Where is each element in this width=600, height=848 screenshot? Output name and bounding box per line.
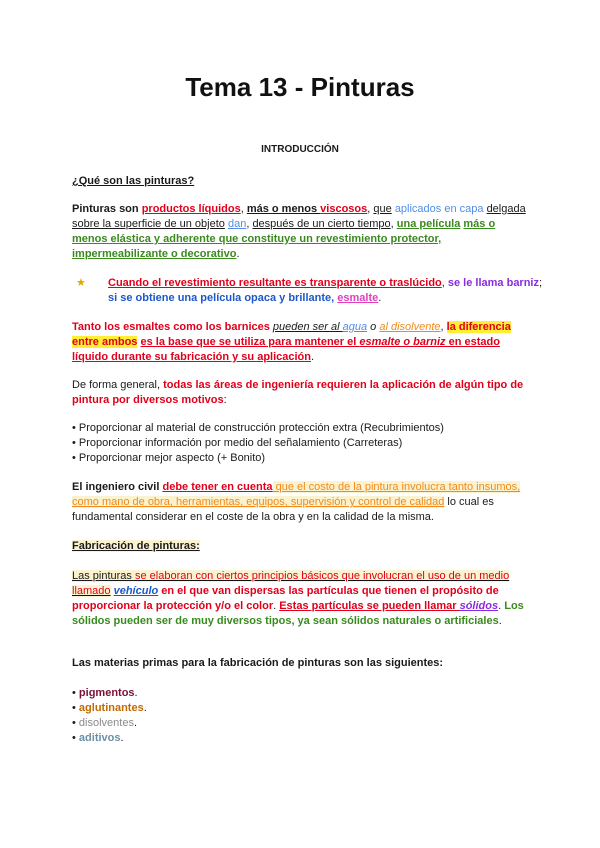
text-run: delgada sobre la superficie de un objeto [72,203,526,230]
text-run: Pinturas son [72,203,142,215]
text-run: productos líquidos [141,203,241,215]
bullet: • [72,702,79,714]
text-run: vehículo [113,585,159,597]
text-run: . [498,600,505,612]
text-run: se le llama barniz [447,277,539,289]
text-run: , [441,277,448,289]
text-run: ; [539,277,543,289]
section-heading-fabricacion [72,539,528,554]
list-item: • Proporcionar al material de construcción protección extra (Recubrimientos) [72,422,444,434]
text-run: esmalte o barniz [359,336,446,348]
material-aglutinantes: aglutinantes [78,702,144,714]
text-run: la diferencia entre ambos [72,321,511,348]
text-run: agua [342,321,368,333]
text-run: más o menos [246,203,321,215]
text-run: en estado líquido durante su fabricación y su aplicación [72,336,500,363]
paragraph-ingeniero-civil [72,480,528,525]
list-item [72,686,528,701]
text-run: lo cual es fundamental considerar en el coste de la obra y en la calidad de la misma. [72,496,494,523]
paragraph-esmaltes-barnices [72,320,528,365]
motivos-list [72,421,528,466]
text-run: debe tener en cuenta [162,481,273,493]
text-run: Tanto los esmaltes como los barnices [72,321,273,333]
text-run: . [378,292,382,304]
text-run: una película [396,218,461,230]
text-run: , [240,203,247,215]
text-run: El ingeniero civil [72,481,163,493]
starred-note [76,276,544,306]
paragraph-definition [72,202,528,262]
text-run: después de un cierto tiempo [252,218,391,230]
text-run: si se obtiene una película opaca y brillante, [108,292,338,304]
section-heading-introduccion: INTRODUCCIÓN [261,144,339,155]
text-run: : [223,394,227,406]
text-run: . [311,351,315,363]
bullet: • [72,687,79,699]
text-run: más o menos elástica y adherente que constituye un revestimiento protector, impermeabilizante o decorativo [72,218,496,260]
text-run: que el costo de la pintura involucra tanto insumos, como mano de obra, herramientas, equipos, supervisión y control de calidad [72,481,521,508]
paragraph-materias-primas: Las materias primas para la fabricación de pinturas son las siguientes: [72,657,444,669]
text-run: . [120,732,124,744]
text-run: , [367,203,374,215]
text-run: . [134,687,138,699]
text-run: Los sólidos pueden ser de muy diversos tipos, ya sean sólidos naturales o artificiales [72,600,524,627]
material-aditivos: aditivos [78,732,121,744]
text-run: . [498,615,502,627]
text-run: , [246,218,253,230]
text-run: en el que van dispersas las partículas que tienen el propósito de proporcionar la protección y/o el color [72,585,499,612]
text-run: Estas partículas se pueden llamar [279,600,460,612]
text-run: De forma general, [72,379,164,391]
text-run: . [236,248,240,260]
text-run: Fabricación de pinturas: [72,540,200,552]
bullet: • [72,732,79,744]
text-run: aplicados en capa [394,203,484,215]
list-item: • Proporcionar información por medio del señalamiento (Carreteras) [72,437,403,449]
paragraph-fabricacion [72,569,528,629]
question-heading: ¿Qué son las pinturas? [72,175,195,187]
text-run: Las pinturas [72,570,135,582]
material-disolventes: disolventes [78,717,134,729]
list-item [72,701,528,716]
text-run: esmalte [337,292,379,304]
text-run: . [273,600,280,612]
text-run: es la base que se utiliza para mantener el [140,336,360,348]
text-run: pueden ser al [272,321,343,333]
materials-list [72,686,528,746]
paragraph-ingenieria [72,378,528,408]
text-run: dan [227,218,247,230]
star-icon: ★ [76,277,86,289]
material-pigmentos: pigmentos [78,687,135,699]
text-run: . [143,702,147,714]
text-run: viscosos [320,203,368,215]
bullet: • [72,717,79,729]
text-run: , [440,321,447,333]
text-run: o [367,321,380,333]
page-title: Tema 13 - Pinturas [185,72,415,102]
text-run: . [133,717,138,729]
list-item [72,716,528,731]
text-run: Cuando el revestimiento resultante es transparente o traslúcido [108,277,442,289]
list-item [72,731,528,746]
text-run: al disolvente [379,321,441,333]
text-run: que [373,203,392,215]
text-run: sólidos [459,600,499,612]
text-run: se elaboran con ciertos principios básicos que involucran el uso de un medio llamado [72,570,510,597]
text-run: todas las áreas de ingeniería requieren la aplicación de algún tipo de pintura por diversos motivos [72,379,524,406]
list-item: • Proporcionar mejor aspecto (+ Bonito) [72,452,266,464]
text-run: , [390,218,397,230]
